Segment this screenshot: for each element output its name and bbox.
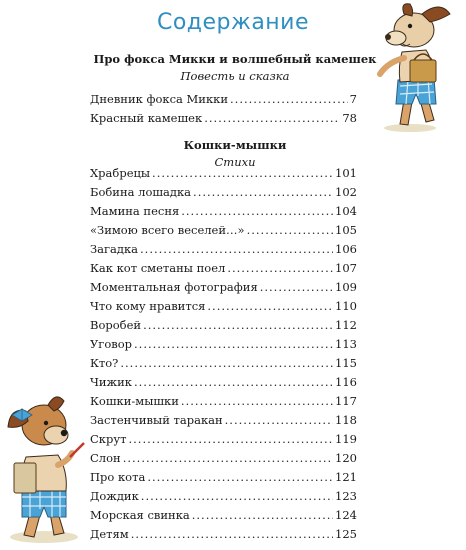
- dot-leader: [227, 261, 333, 275]
- toc-entry-title: Загадка: [90, 242, 139, 256]
- dot-leader: [181, 204, 333, 218]
- dot-leader: [134, 337, 333, 351]
- toc-entry-page: 119: [335, 432, 357, 446]
- toc-entry[interactable]: [90, 204, 357, 223]
- toc-entry-title: Кто?: [90, 356, 119, 370]
- toc-entry-page: 109: [335, 280, 357, 294]
- toc-entry-page: 123: [335, 489, 357, 503]
- dot-leader: [247, 223, 333, 237]
- toc-entry[interactable]: [90, 261, 357, 280]
- toc-entry[interactable]: [90, 166, 357, 185]
- toc-entry-title: Красный камешек: [90, 111, 203, 125]
- toc-entry[interactable]: [90, 527, 357, 546]
- toc-entry-title: Воробей: [90, 318, 142, 332]
- dot-leader: [140, 242, 333, 256]
- toc-entry-page: 106: [335, 242, 357, 256]
- dot-leader: [134, 375, 333, 389]
- toc-entry[interactable]: [90, 432, 357, 451]
- toc-entry-title: Кошки-мышки: [90, 394, 179, 408]
- toc-entry-title: Уговор: [90, 337, 133, 351]
- toc-entry-title: Чижик: [90, 375, 132, 389]
- toc-entry[interactable]: [90, 451, 357, 470]
- toc-entry-page: 115: [335, 356, 357, 370]
- toc-entry-title: «Зимою всего веселей…»: [90, 223, 245, 237]
- toc-entry-page: 118: [335, 413, 357, 427]
- dot-leader: [260, 280, 333, 294]
- toc-entry-title: Скрут: [90, 432, 127, 446]
- dog-with-book-illustration: [0, 385, 92, 547]
- toc-entry-title: Застенчивый таракан: [90, 413, 223, 427]
- dot-leader: [230, 92, 348, 106]
- toc-entry[interactable]: [90, 242, 357, 261]
- dot-leader: [192, 508, 333, 522]
- dot-leader: [207, 299, 333, 313]
- toc-entry-page: 124: [335, 508, 357, 522]
- section-heading: Про фокса Микки и волшебный камешек: [93, 52, 377, 66]
- toc-entry-title: Слон: [90, 451, 121, 465]
- toc-entry[interactable]: [90, 299, 357, 318]
- toc-entry-page: 102: [335, 185, 357, 199]
- toc-entry[interactable]: [90, 223, 357, 242]
- toc-entry[interactable]: [90, 318, 357, 337]
- toc-entry-title: Как кот сметаны поел: [90, 261, 226, 275]
- toc-entry[interactable]: [90, 489, 357, 508]
- dot-leader: [123, 451, 333, 465]
- toc-entry-page: 107: [335, 261, 357, 275]
- dot-leader: [147, 470, 333, 484]
- toc-entry[interactable]: [90, 337, 357, 356]
- toc-entry-page: 7: [349, 92, 357, 106]
- toc-entry[interactable]: [90, 375, 357, 394]
- toc-list-section-2: [90, 166, 357, 546]
- toc-entry-page: 117: [335, 394, 357, 408]
- toc-entry-page: 112: [335, 318, 357, 332]
- toc-entry-page: 105: [335, 223, 357, 237]
- dot-leader: [128, 432, 333, 446]
- toc-entry-title: Бобина лошадка: [90, 185, 192, 199]
- section-subheading: Повесть и сказка: [180, 69, 290, 83]
- page-title: Содержание: [156, 10, 310, 35]
- dot-leader: [152, 166, 333, 180]
- toc-entry-title: Дневник фокса Микки: [90, 92, 229, 106]
- section-subheading: Стихи: [214, 155, 256, 169]
- toc-entry-page: 120: [335, 451, 357, 465]
- toc-entry-page: 78: [342, 111, 357, 125]
- toc-entry[interactable]: [90, 394, 357, 413]
- toc-entry-page: 121: [335, 470, 357, 484]
- dot-leader: [204, 111, 340, 125]
- toc-entry-title: Мамина песня: [90, 204, 180, 218]
- toc-entry-title: Детям: [90, 527, 129, 541]
- toc-list-section-1: [90, 92, 357, 130]
- toc-entry-page: 125: [335, 527, 357, 541]
- dot-leader: [141, 489, 333, 503]
- toc-entry[interactable]: [90, 356, 357, 375]
- dot-leader: [193, 185, 333, 199]
- toc-entry-page: 116: [335, 375, 357, 389]
- toc-entry-title: Дождик: [90, 489, 139, 503]
- toc-entry-title: Моментальная фотография: [90, 280, 258, 294]
- toc-entry[interactable]: [90, 92, 357, 111]
- toc-entry-title: Храбрецы: [90, 166, 151, 180]
- toc-entry[interactable]: [90, 280, 357, 299]
- dot-leader: [120, 356, 333, 370]
- section-heading: Кошки-мышки: [183, 138, 287, 152]
- toc-entry-page: 104: [335, 204, 357, 218]
- toc-entry[interactable]: [90, 470, 357, 489]
- toc-entry[interactable]: [90, 111, 357, 130]
- toc-entry-title: Про кота: [90, 470, 146, 484]
- dog-with-bag-illustration: [370, 0, 466, 135]
- dot-leader: [131, 527, 333, 541]
- toc-entry-title: Морская свинка: [90, 508, 190, 522]
- toc-entry-page: 101: [335, 166, 357, 180]
- toc-entry-page: 110: [335, 299, 357, 313]
- toc-entry[interactable]: [90, 413, 357, 432]
- dot-leader: [143, 318, 333, 332]
- toc-entry-page: 113: [335, 337, 357, 351]
- toc-entry[interactable]: [90, 508, 357, 527]
- dot-leader: [181, 394, 333, 408]
- dot-leader: [225, 413, 333, 427]
- toc-entry-title: Что кому нравится: [90, 299, 206, 313]
- toc-entry[interactable]: [90, 185, 357, 204]
